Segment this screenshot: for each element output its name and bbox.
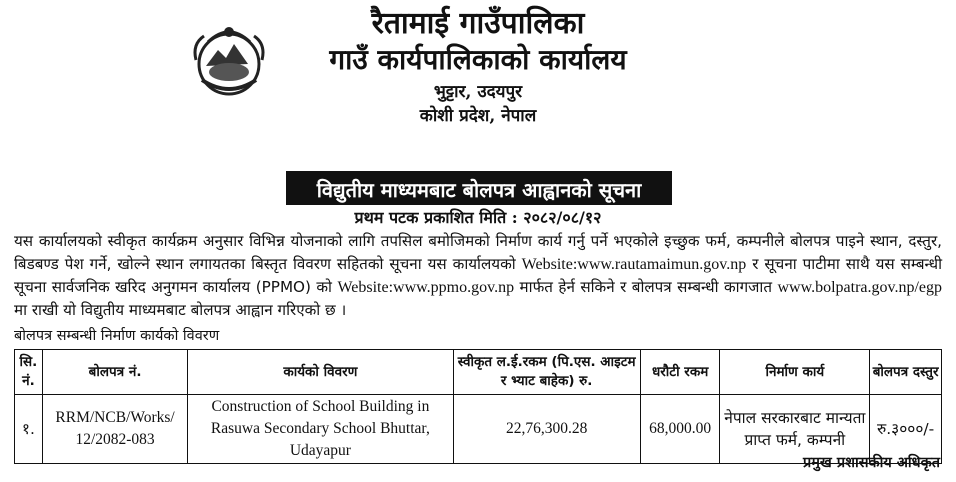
header-bid-no: बोलपत्र नं. xyxy=(42,350,187,395)
signature-title: प्रमुख प्रशासकीय अधिकृत xyxy=(803,455,940,471)
cell-works: नेपाल सरकारबाट मान्यता प्राप्त फर्म, कम्पनी xyxy=(720,395,870,464)
header-works: निर्माण कार्य xyxy=(720,350,870,395)
website-link-ppmo[interactable]: Website:www.ppmo.gov.np xyxy=(337,279,515,296)
office-name: गाउँ कार्यपालिकाको कार्यालय xyxy=(329,43,627,76)
table-caption: बोलपत्र सम्बन्धी निर्माण कार्यको विवरण xyxy=(14,328,220,344)
publish-date: प्रथम पटक प्रकाशित मिति : २०८२/०८/१२ xyxy=(354,208,602,227)
address-line-2: कोशी प्रदेश, नेपाल xyxy=(419,106,537,126)
website-link-bolpatra[interactable]: www.bolpatra.gov.np/egp xyxy=(777,279,943,296)
body-part-2: र सूचना पाटीमा साथै यस सम्बन्धी सूचना सार्वजनिक खरिद अनुगमन कार्यालय (PPMO) को xyxy=(14,255,943,296)
notice-title: विद्युतीय माध्यमबाट बोलपत्र आह्वानको सूचना xyxy=(286,171,672,205)
cell-description: Construction of School Building in Rasuwa Secondary School Bhuttar, Udayapur xyxy=(188,395,453,464)
cell-sn: १. xyxy=(15,395,43,464)
website-link-rautamai[interactable]: Website:www.rautamaimun.gov.np xyxy=(521,256,747,273)
header-deposit: धरौटी रकम xyxy=(640,350,720,395)
cell-deposit: 68,000.00 xyxy=(640,395,720,464)
notice-body xyxy=(14,230,942,322)
cell-estimate: 22,76,300.28 xyxy=(453,395,640,464)
cell-bid-no: RRM/NCB/Works/ 12/2082-083 xyxy=(42,395,187,464)
body-part-1: यस कार्यालयको स्वीकृत कार्यक्रम अनुसार विभिन्न योजनाको लागि तपसिल बमोजिमको निर्माण कार्य गर्नु पर्ने भएकोले इच्छुक फर्म, कम्पनीले बोलपत्र पाइने स्थान, दस्तुर, बिडबण्ड पेश गर्ने, खोल्ने स्थान लगायतका बिस्तृत विवरण सहितको सूचना यस कार्यालयको xyxy=(14,232,942,273)
cell-fee: रु.३०००/- xyxy=(870,395,942,464)
table-header-row xyxy=(15,350,942,395)
header-description: कार्यको विवरण xyxy=(188,350,453,395)
letterhead xyxy=(0,6,956,128)
address-line-1: भुट्टार, उदयपुर xyxy=(433,82,523,102)
body-part-3: मार्फत हेर्न सकिने र बोलपत्र सम्बन्धी कागजात xyxy=(519,278,772,296)
works-table xyxy=(14,349,942,464)
header-estimate: स्वीकृत ल.ई.रकम (पि.एस. आइटम र भ्याट बाहेक) रु. xyxy=(453,350,640,395)
body-part-4: मा राखी यो विद्युतीय माध्यमबाट बोलपत्र आह्वान गरिएको छ । xyxy=(14,301,347,319)
organization-name: रैतामाई गाउँपालिका xyxy=(371,6,585,41)
header-sn: सि. नं. xyxy=(15,350,43,395)
header-fee: बोलपत्र दस्तुर xyxy=(870,350,942,395)
